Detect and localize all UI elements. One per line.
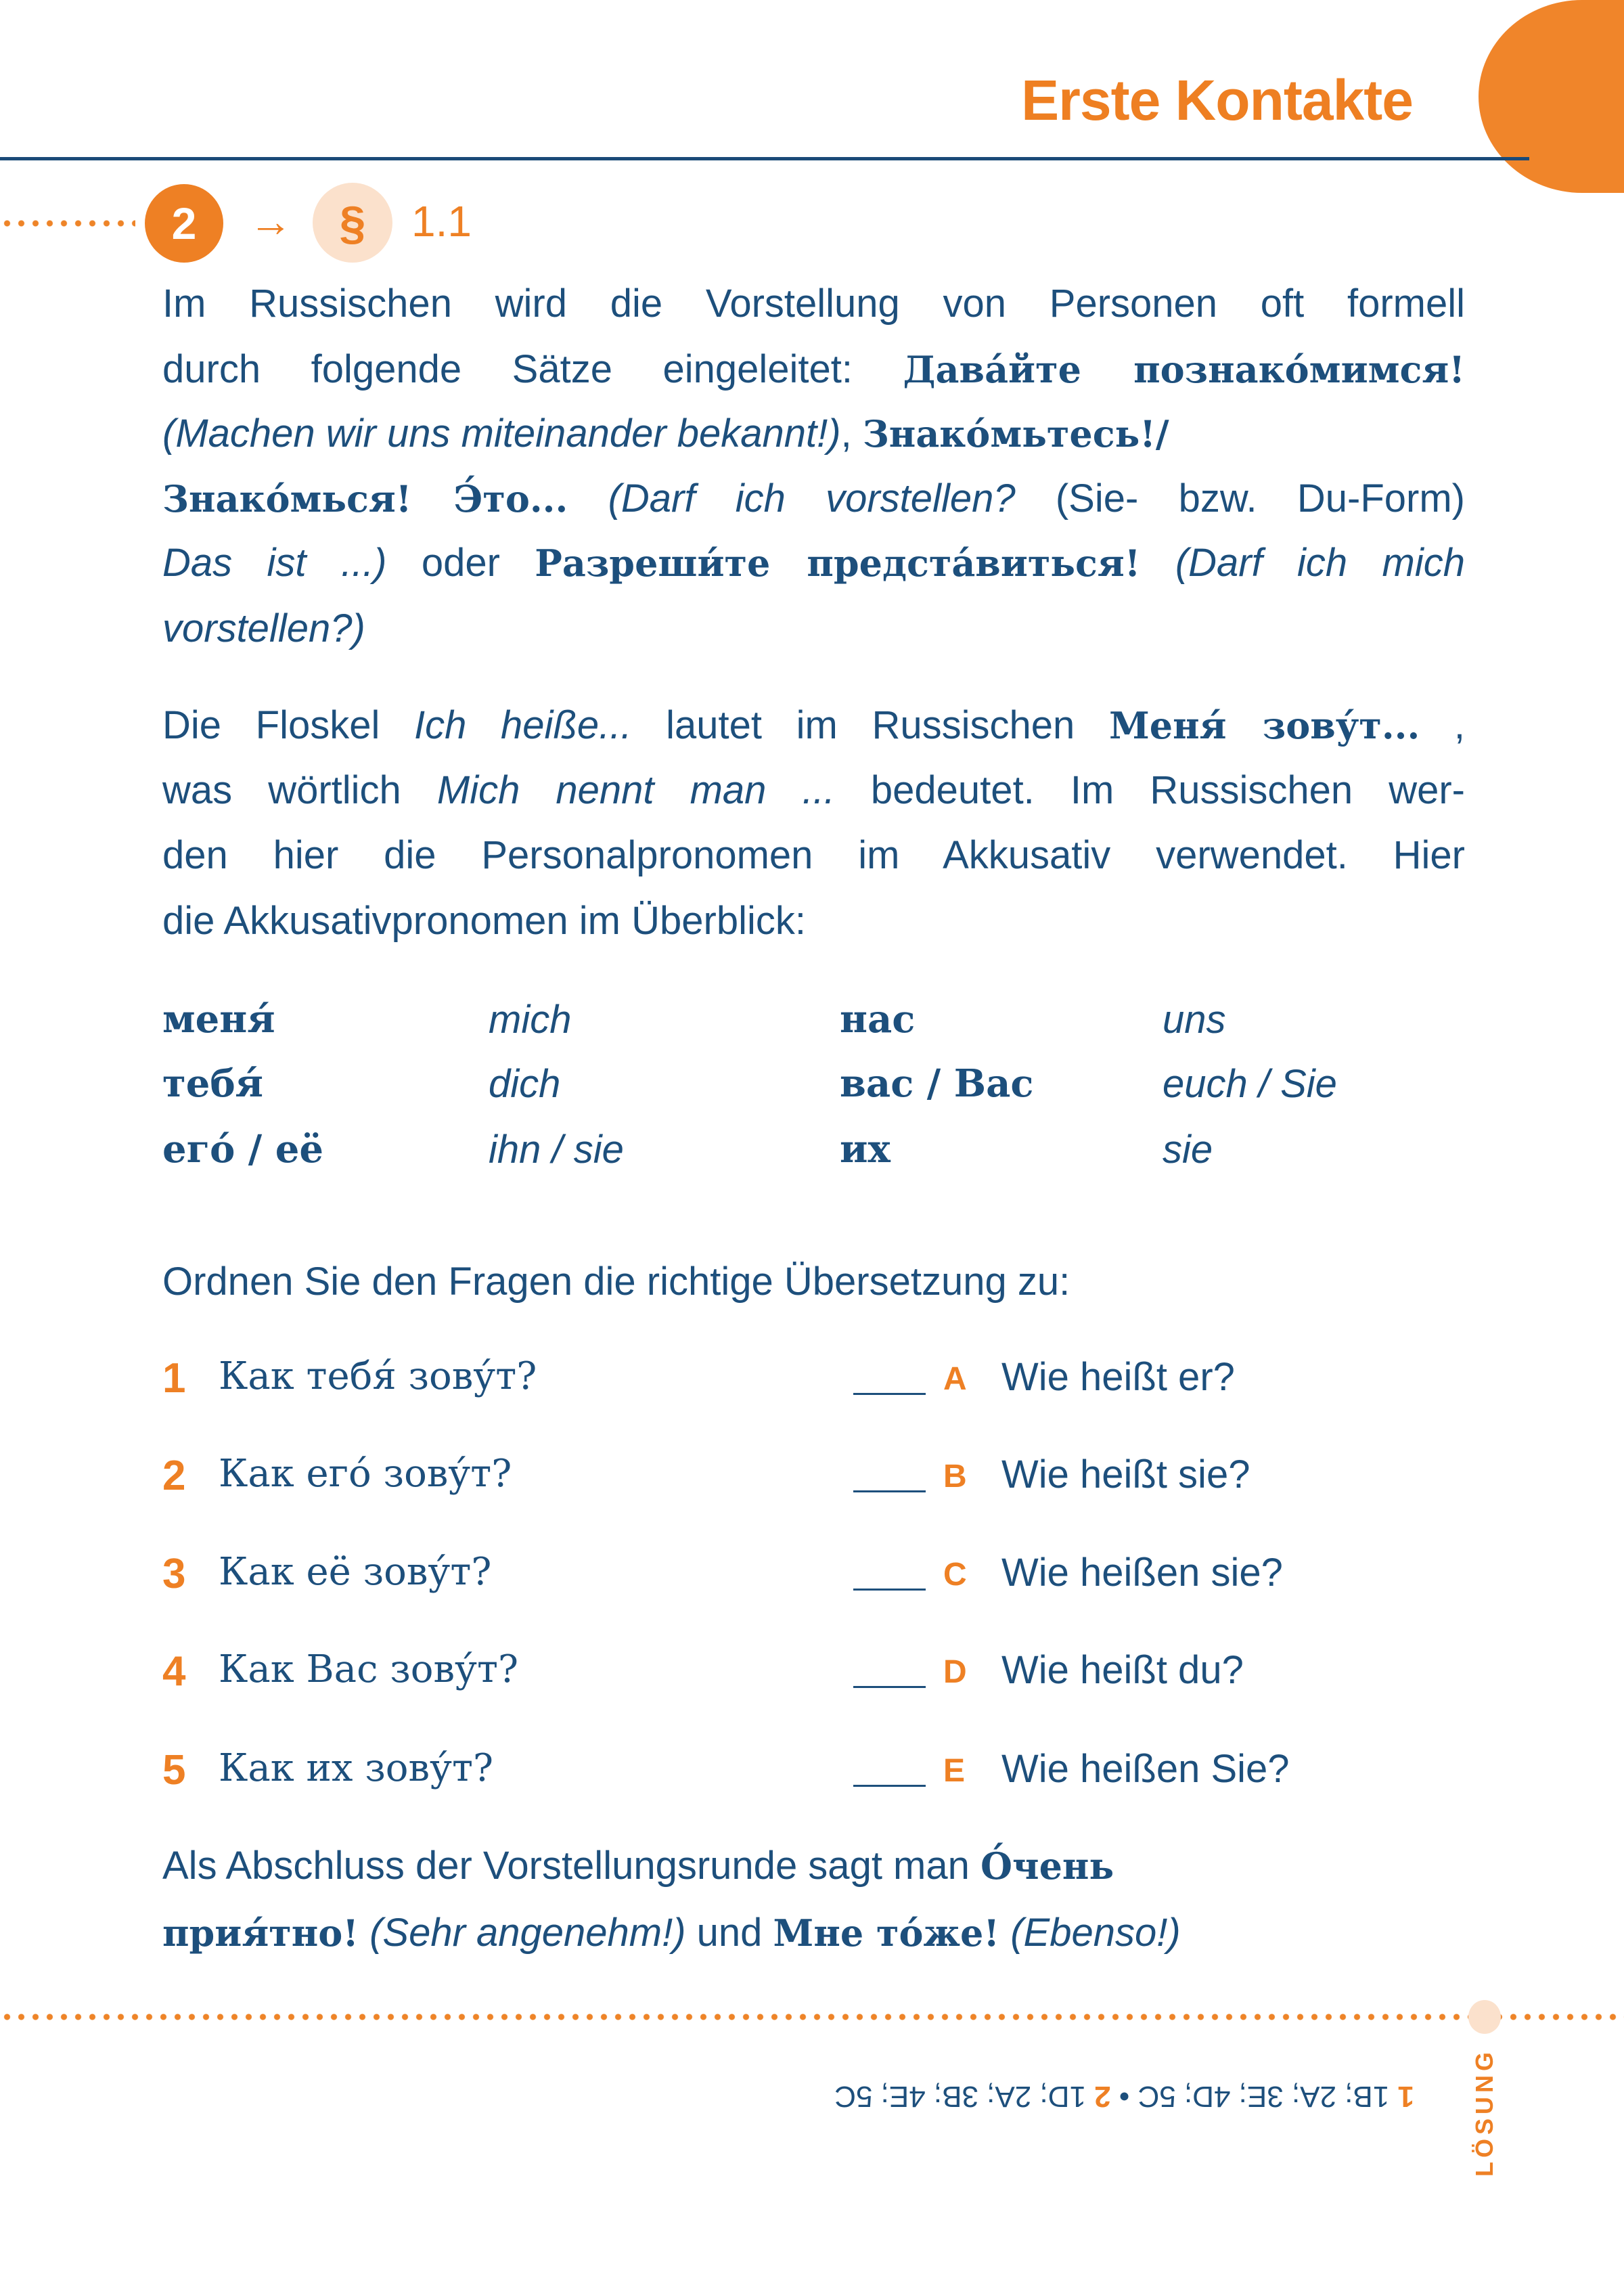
answer-text: Wie heißen Sie? xyxy=(1001,1747,1290,1791)
russian-phrase: Меня́ зову́т... xyxy=(1108,704,1420,747)
answer-text: Wie heißt du? xyxy=(1001,1648,1244,1692)
pronoun-de: mich xyxy=(489,998,572,1042)
answer-blank[interactable] xyxy=(853,1686,926,1688)
dotted-line xyxy=(0,220,135,227)
russian-phrase: прия́тно! xyxy=(162,1911,359,1955)
answer-blank[interactable] xyxy=(853,1393,926,1395)
text-line xyxy=(162,412,1465,456)
text-line xyxy=(162,347,1466,391)
body-text xyxy=(999,1911,1010,1955)
pronoun-ru: меня́ xyxy=(162,997,275,1042)
answer-letter: D xyxy=(943,1654,967,1690)
answer-letter: B xyxy=(943,1459,967,1494)
grammar-reference: 1.1 xyxy=(411,197,472,246)
corner-decoration xyxy=(1479,0,1624,193)
body-text: oder xyxy=(386,541,535,585)
translation-text: (Darf ich mich xyxy=(1175,541,1465,585)
section-symbol-icon: § xyxy=(313,183,392,263)
exercise-number-badge: 2 xyxy=(145,184,223,263)
body-text: , xyxy=(840,412,863,456)
question-text: Как Вас зову́т? xyxy=(219,1647,518,1691)
text-line xyxy=(162,768,1465,812)
question-number: 4 xyxy=(162,1648,186,1695)
separator: • xyxy=(1119,2080,1130,2113)
russian-phrase: Разреши́те предста́виться! xyxy=(535,541,1141,585)
translation-text: vorstellen?) xyxy=(162,606,365,650)
answer-letter: C xyxy=(943,1557,967,1593)
solution-answers: 1D; 2A; 3B; 4E; 5C xyxy=(834,2080,1086,2113)
question-number: 5 xyxy=(162,1747,186,1794)
pronoun-de: uns xyxy=(1163,998,1226,1042)
question-number: 2 xyxy=(162,1452,186,1499)
body-text: durch folgende Sätze eingeleitet: xyxy=(162,347,903,391)
translation-text: Das ist ...) xyxy=(162,541,387,585)
text-line xyxy=(162,703,1466,747)
text-line xyxy=(162,606,1465,650)
question-number: 1 xyxy=(162,1355,186,1402)
answer-blank[interactable] xyxy=(853,1589,926,1591)
body-text: und xyxy=(685,1911,773,1955)
body-text xyxy=(359,1911,369,1955)
answer-letter: E xyxy=(943,1753,966,1789)
body-text: Als Abschluss der Vorstellungsrunde sagt man xyxy=(162,1844,980,1888)
solution-answers: 1B; 2A; 3E; 4D; 5C xyxy=(1137,2080,1390,2113)
dotted-line xyxy=(0,2014,1624,2020)
answer-letter: A xyxy=(943,1361,967,1397)
body-text: Die Floskel xyxy=(162,703,415,747)
question-number: 3 xyxy=(162,1551,186,1597)
body-text xyxy=(568,476,608,520)
solution-number: 2 xyxy=(1094,2080,1111,2113)
pronoun-ru: нас xyxy=(840,997,916,1042)
solution-label: LÖSUNG xyxy=(1470,2048,1498,2177)
russian-phrase: Знако́мьтесь!/ xyxy=(862,412,1169,456)
body-text: Im Russischen wird die Vorstellung von Personen oft formell xyxy=(162,282,1465,326)
translation-text: Ich heiße... xyxy=(414,703,632,747)
header-divider xyxy=(0,157,1529,160)
text-line xyxy=(162,899,1465,943)
pronoun-de: ihn / sie xyxy=(489,1128,624,1172)
answer-text: Wie heißen sie? xyxy=(1001,1551,1283,1595)
translation-text: (Sehr angenehm!) xyxy=(369,1911,686,1955)
text-line xyxy=(162,284,1465,324)
body-text: lautet im Russischen xyxy=(631,703,1109,747)
solution-number: 1 xyxy=(1397,2080,1414,2113)
pronoun-de: euch / Sie xyxy=(1163,1062,1337,1106)
translation-text: (Ebenso!) xyxy=(1010,1911,1181,1955)
question-text: Как его́ зову́т? xyxy=(219,1452,512,1496)
pronoun-ru: вас / Вас xyxy=(840,1061,1034,1106)
answer-text: Wie heißt sie? xyxy=(1001,1452,1250,1496)
pronoun-de: dich xyxy=(489,1062,561,1106)
question-text: Как тебя́ зову́т? xyxy=(219,1354,537,1398)
exercise-instruction: Ordnen Sie den Fragen die richtige Übersetzung zu: xyxy=(162,1260,1070,1304)
translation-text: (Machen wir uns miteinander bekannt!) xyxy=(162,412,841,456)
body-text xyxy=(1140,541,1175,585)
answer-text: Wie heißt er? xyxy=(1001,1355,1235,1399)
russian-phrase: Мне то́же! xyxy=(773,1911,1000,1955)
russian-phrase: О́чень xyxy=(980,1844,1114,1888)
russian-phrase: Дава́йте познако́мимся! xyxy=(903,348,1466,391)
body-text: bedeutet. Im Russischen wer- xyxy=(834,768,1465,812)
text-line xyxy=(162,543,1465,583)
answer-blank[interactable] xyxy=(853,1785,926,1787)
chapter-title: Erste Kontakte xyxy=(1021,68,1413,132)
question-text: Как её зову́т? xyxy=(219,1550,492,1594)
pronoun-ru: его́ / её xyxy=(162,1127,323,1172)
text-line xyxy=(162,1846,1465,1886)
question-text: Как их зову́т? xyxy=(219,1746,493,1790)
body-text: die Akkusativpronomen im Überblick: xyxy=(162,899,806,943)
answer-blank[interactable] xyxy=(853,1490,926,1492)
pronoun-ru: тебя́ xyxy=(162,1061,264,1106)
pronoun-ru: их xyxy=(840,1127,890,1172)
translation-text: Mich nennt man ... xyxy=(436,768,835,812)
body-text: was wörtlich xyxy=(162,768,437,812)
text-line xyxy=(162,833,1465,877)
arrow-right-icon: → xyxy=(249,197,292,246)
text-line xyxy=(162,476,1465,520)
dot-marker xyxy=(1468,2000,1501,2034)
body-text: den hier die Personalpronomen im Akkusativ verwendet. Hier xyxy=(162,833,1465,877)
body-text: , xyxy=(1420,703,1466,747)
solution-key xyxy=(700,2079,1414,2113)
pronoun-de: sie xyxy=(1163,1128,1213,1172)
russian-phrase: Знако́мься! Э́то... xyxy=(162,477,568,520)
body-text: (Sie- bzw. Du-Form) xyxy=(1015,476,1465,520)
text-line xyxy=(162,1913,1465,1953)
translation-text: (Darf ich vorstellen? xyxy=(608,476,1016,520)
